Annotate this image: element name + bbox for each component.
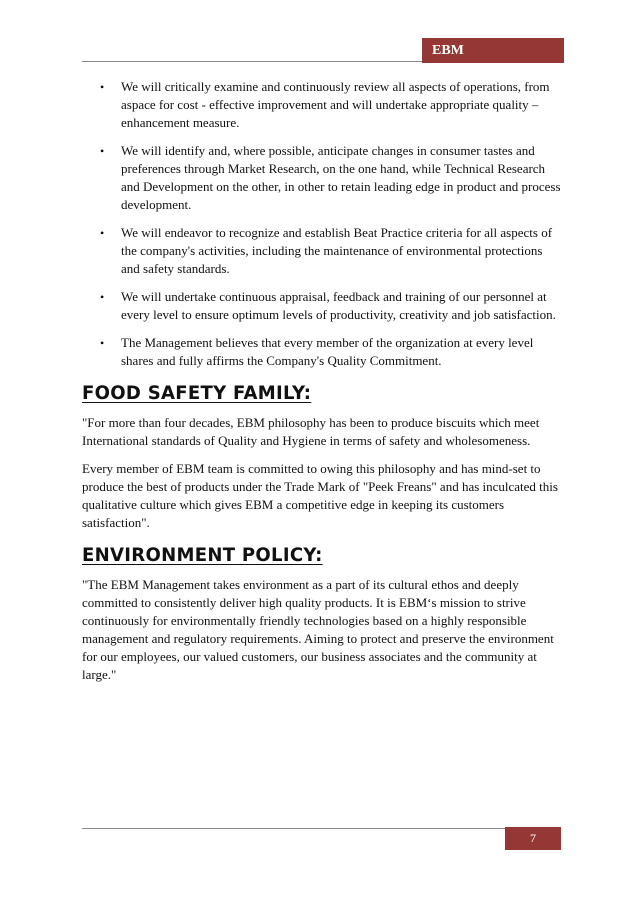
bullet-icon: • xyxy=(100,144,105,158)
list-item-text: We will undertake continuous appraisal, feedback and training of our personnel at every level to ensure optimum levels of productivity, creativity and job satisfaction. xyxy=(121,289,556,322)
list-item xyxy=(82,142,564,214)
bullet-icon: • xyxy=(100,80,105,94)
list-item-text: The Management believes that every member of the organization at every level shares and fully affirms the Company's Quality Commitment. xyxy=(121,335,534,368)
food-safety-paragraph: "For more than four decades, EBM philosophy has been to produce biscuits which meet International standards of Quality and Hygiene in terms of safety and wholesomeness. xyxy=(82,415,540,448)
commitment-list xyxy=(82,78,564,370)
list-item xyxy=(82,334,564,370)
header-rule xyxy=(82,61,422,62)
food-safety-paragraph: Every member of EBM team is committed to owing this philosophy and has mind-set to produce the best of products under the Trade Mark of "Peek Freans" and has inculcated this qualitative culture which gives EBM a competitive edge in keeping its customers satisfaction". xyxy=(82,461,558,530)
list-item-text: We will identify and, where possible, anticipate changes in consumer tastes and preferences through Market Research, on the one hand, while Technical Research and Development on the other, in other to retain leading edge in product and process development. xyxy=(121,143,561,212)
list-item xyxy=(82,288,564,324)
environment-policy-heading: ENVIRONMENT POLICY: xyxy=(82,544,323,566)
bullet-icon: • xyxy=(100,290,105,304)
bullet-icon: • xyxy=(100,226,105,240)
food-safety-heading: FOOD SAFETY FAMILY: xyxy=(82,382,312,404)
list-item xyxy=(82,78,564,132)
header-tab xyxy=(422,38,564,63)
bullet-icon: • xyxy=(100,336,105,350)
list-item-text: We will endeavor to recognize and establish Beat Practice criteria for all aspects of the company's activities, including the maintenance of environmental protections and safety standards. xyxy=(121,225,553,276)
footer-rule xyxy=(82,828,532,829)
list-item xyxy=(82,224,564,278)
page-content xyxy=(82,78,564,694)
list-item-text: We will critically examine and continuously review all aspects of operations, from aspace for cost - effective improvement and will undertake appropriate quality – enhancement measure. xyxy=(121,79,550,130)
page-number: 7 xyxy=(505,827,561,850)
environment-policy-paragraph: "The EBM Management takes environment as a part of its cultural ethos and deeply committed to consistently deliver high quality products. It is EBM‘s mission to strive continuously for environmentally friendly technologies based on a highly responsible management and regulatory requirements. Aiming to protect and preserve the environment for our employees, our valued customers, our business associates and the community at large." xyxy=(82,577,554,682)
header-label: EBM xyxy=(432,42,464,58)
